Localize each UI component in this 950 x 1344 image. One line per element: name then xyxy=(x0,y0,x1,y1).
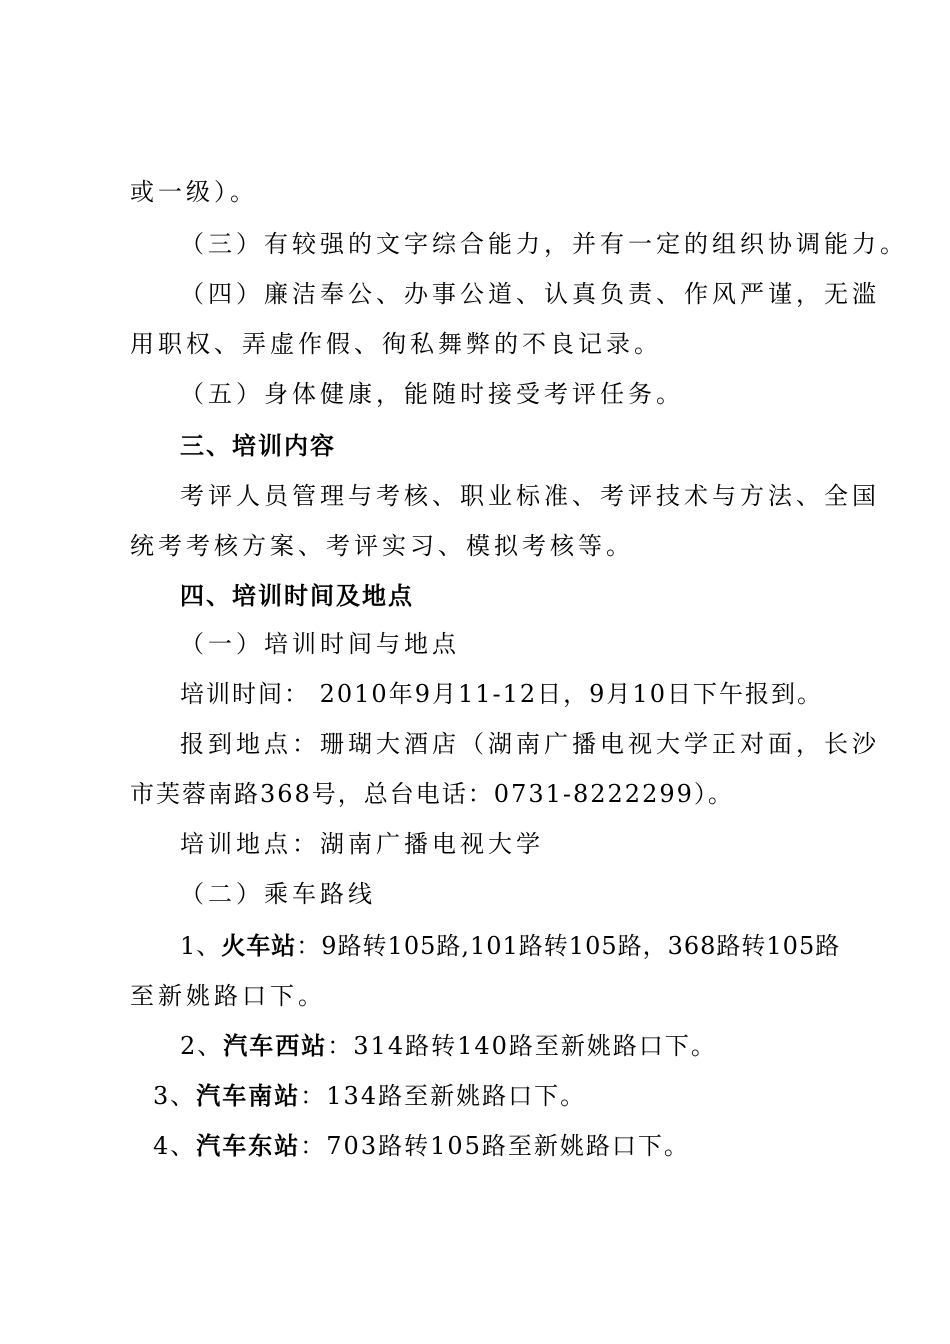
route-station-name: 火车站 xyxy=(221,932,297,960)
qualification-item-4-cont: 用职权、弄虚作假、徇私舞弊的不良记录。 xyxy=(130,330,662,358)
section-heading-training-content: 三、培训内容 xyxy=(180,432,336,460)
qualification-item-4: （四）廉洁奉公、办事公道、认真负责、作风严谨，无滥 xyxy=(180,280,880,308)
route-item-3 xyxy=(153,1080,586,1112)
route-item-2 xyxy=(180,1030,717,1062)
route-detail: ：314路转140路至新姚路口下。 xyxy=(327,1032,717,1060)
route-number: 4、 xyxy=(153,1132,197,1160)
route-station-name: 汽车南站 xyxy=(196,1082,301,1110)
route-number: 3、 xyxy=(153,1082,197,1110)
route-number: 2、 xyxy=(180,1032,224,1060)
training-content-text: 考评人员管理与考核、职业标准、考评技术与方法、全国 xyxy=(180,482,880,510)
subheading-time-place: （一）培训时间与地点 xyxy=(180,630,460,658)
qualification-item-3: （三）有较强的文字综合能力，并有一定的组织协调能力。 xyxy=(180,230,908,258)
route-detail: ：134路至新姚路口下。 xyxy=(300,1082,587,1110)
route-detail: ：703路转105路至新姚路口下。 xyxy=(300,1132,690,1160)
route-item-4 xyxy=(153,1130,690,1162)
route-station-name: 汽车西站 xyxy=(223,1032,328,1060)
route-number: 1、 xyxy=(180,932,222,960)
route-item-1 xyxy=(180,930,840,962)
route-item-1-cont: 至新姚路口下。 xyxy=(130,982,326,1010)
registration-place-cont: 市芙蓉南路368号，总台电话：0731-8222299）。 xyxy=(130,780,734,808)
registration-place: 报到地点：珊瑚大酒店（湖南广播电视大学正对面，长沙 xyxy=(180,730,880,758)
training-place: 培训地点：湖南广播电视大学 xyxy=(180,830,544,858)
route-station-name: 汽车东站 xyxy=(196,1132,301,1160)
subheading-bus-routes: （二）乘车路线 xyxy=(180,880,376,908)
qualification-item-5: （五）身体健康，能随时接受考评任务。 xyxy=(180,380,684,408)
training-time: 培训时间： 2010年9月11-12日，9月10日下午报到。 xyxy=(180,680,823,708)
section-heading-time-place: 四、培训时间及地点 xyxy=(180,582,414,610)
route-detail: ：9路转105路,101路转105路，368路转105路 xyxy=(296,932,841,960)
body-text-line: 或一级）。 xyxy=(130,178,258,206)
training-content-text-cont: 统考考核方案、考评实习、模拟考核等。 xyxy=(130,532,634,560)
